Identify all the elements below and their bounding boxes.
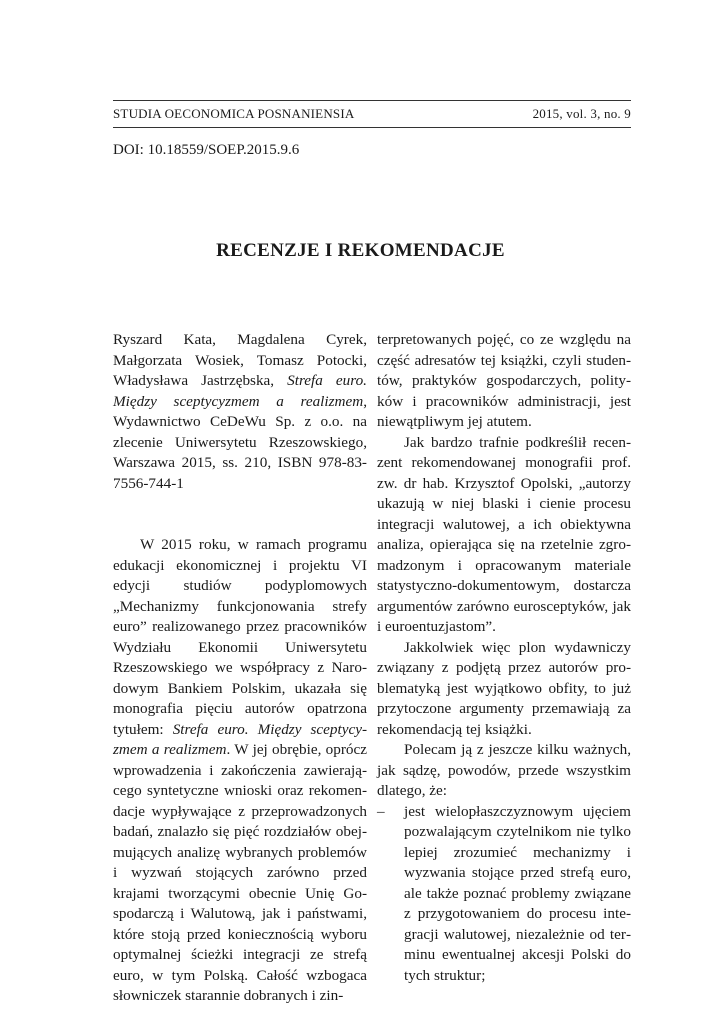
- book-authors: Ryszard Kata, Magdalena Cyrek, Małgorzata Wosiek, Tomasz Potocki, Władysława Jastrzębska,: [113, 331, 367, 389]
- list-item: [377, 802, 631, 987]
- doi[interactable]: DOI: 10.18559/SOEP.2015.9.6: [113, 142, 300, 158]
- body-paragraph: [113, 535, 367, 1007]
- paragraph-text: W 2015 roku, w ramach programu edukacji ekonomicznej i projektu VI edycji studiów podyplomowych „Mechanizmy funkcjonowania strefy euro” realizowanego przez pracowników Wydziału Ekonomii Uniwersytetu Rzeszowskiego we współpracy z Narodowym Bankiem Polskim, ukazała się monografia pięciu autorów opatrzona tytułem:: [113, 536, 367, 738]
- bibliographic-entry: [113, 330, 367, 494]
- right-column: [377, 330, 631, 986]
- reasons-list: [377, 802, 631, 987]
- running-header: [113, 100, 631, 128]
- book-title-inline: Strefa euro. Między sceptycyzmem a realizmem: [113, 720, 367, 758]
- paragraph-text: . W jej obrębie, oprócz wprowadzenia i zakończenia zawierającego syntetyczne wnioski oraz rekomendacje wypływające z przeprowadzonych badań, znalazło się pięć rozdziałów obejmujących analizę wybranych problemów i wyzwań stojących zarówno przed krajami tworzącymi obecnie Unię Gospodarczą i Walutową, jak i państwami, które stoją przed koniecznością wyboru optymalnej ścieżki integracji ze strefą euro, w tym Polską. Całość wzbogaca słowniczek starannie dobranych i zin-: [113, 741, 367, 1004]
- section-title: RECENZJE I REKOMENDACJE: [216, 240, 505, 261]
- body-paragraph: Jakkolwiek więc plon wydawniczy związany z podjętą przez autorów problematyką jest wyjątkowo obfity, to już przytoczone argumenty przemawiają za rekomendacją tej książki.: [377, 638, 631, 738]
- left-column: [113, 330, 367, 1007]
- list-item-text: jest wielopłaszczyznowym ujęciem pozwalającym czytelnikom nie tylko lepiej zrozumieć mechanizmy i wyzwania stojące przed strefą euro, ale także poznać problemy związane z przygotowaniem do procesu integracji walutowej, niezależnie od terminu ewentualnej akcesji Polski do tych struktur;: [404, 802, 631, 984]
- body-paragraph: Polecam ją z jeszcze kilku ważnych, jak sądzę, powodów, przede wszystkim dlatego, że:: [377, 741, 631, 799]
- body-paragraph: Jak bardzo trafnie podkreślił recenzent rekomendowanej monografii prof. zw. dr hab. Krzysztof Opolski, „autorzy ukazują w niej blaski i cienie procesu integracji walutowej, a ich obiektywna analiza, opierająca się na rzetelnie zgromadzonym i opracowanym materiale statystyczno-dokumentowym, dostarcza argumentów zarówno eurosceptyków, jak i euroentuzjastom”.: [377, 433, 631, 635]
- journal-name: STUDIA OECONOMICA POSNANIENSIA: [113, 106, 355, 121]
- body-paragraph: terpretowanych pojęć, co ze względu na część adresatów tej książki, czyli studentów, praktyków gospodarczych, polityków i pracowników administracji, jest niewątpliwym jej atutem.: [377, 331, 631, 430]
- issue-info: 2015, vol. 3, no. 9: [532, 106, 631, 121]
- book-publication: , Wydawnictwo CeDeWu Sp. z o.o. na zlecenie Uniwersytetu Rzeszowskiego, Warszawa 2015, ss. 210, ISBN 978-83-7556-744-1: [113, 392, 367, 492]
- book-title: Strefa euro. Między sceptycyzmem a realizmem: [113, 372, 367, 410]
- dash-bullet: –: [377, 802, 385, 820]
